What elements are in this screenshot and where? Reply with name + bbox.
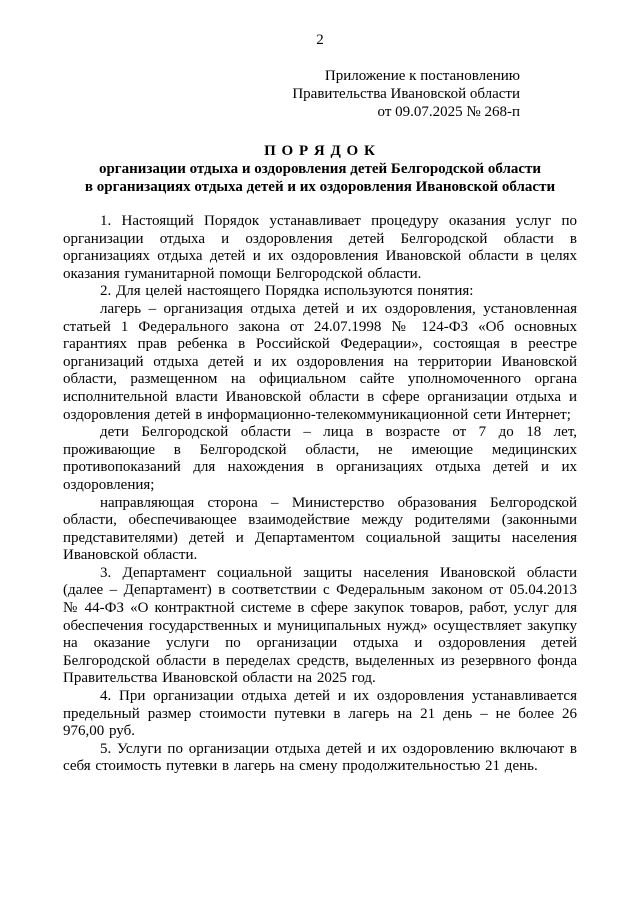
annex-line: Правительства Ивановской области <box>292 86 520 102</box>
paragraph: 4. При организации отдыха детей и их оздоровления устанавливается предельный размер стоимости путевки в лагерь на 21 день – не более 26 976,00 руб. <box>63 688 577 740</box>
paragraph: направляющая сторона – Министерство образования Белгородской области, обеспечивающее взаимодействие между родителями (законными представителями) детей и Департаментом социальной защиты населения Ивановской области. <box>63 494 577 564</box>
annex-line: Приложение к постановлению <box>324 68 520 84</box>
page-number: 2 <box>316 32 324 48</box>
paragraph: дети Белгородской области – лица в возрасте от 7 до 18 лет, проживающие в Белгородской области, не имеющие медицинских противопоказаний для нахождения в организациях отдыха детей и их оздоровления; <box>63 424 577 493</box>
document-body <box>63 213 577 776</box>
annex-line: от 09.07.2025 № 268-п <box>377 104 520 120</box>
title-caption: П О Р Я Д О К <box>264 143 376 159</box>
paragraph: 5. Услуги по организации отдыха детей и их оздоровлению включают в себя стоимость путевки в лагерь на смену продолжительностью 21 день. <box>63 740 577 775</box>
annex-reference-block <box>63 67 577 121</box>
paragraph: 1. Настоящий Порядок устанавливает процедуру оказания услуг по организации отдыха и оздоровления детей Белгородской области в организациях отдыха детей и их оздоровления Ивановской области в целях оказания гуманитарной помощи Белгородской области. <box>63 213 577 282</box>
paragraph: 3. Департамент социальной защиты населения Ивановской области (далее – Департамент) в соответствии с Федеральным законом от 05.04.2013 № 44-ФЗ «О контрактной системе в сфере закупок товаров, работ, услуг для обеспечения государственных и муниципальных нужд» осуществляет закупку на оказание услуги по организации отдыха и оздоровления детей Белгородской области в переделах средств, выделенных из резервного фонда Правительства Ивановской области на 2025 год. <box>63 564 577 687</box>
document-title <box>63 142 577 196</box>
paragraph: 2. Для целей настоящего Порядка используются понятия: <box>100 283 474 300</box>
paragraph: лагерь – организация отдыха детей и их оздоровления, установленная статьей 1 Федерального закона от 24.07.1998 № 124-ФЗ «Об основных гарантиях прав ребенка в Российской Федерации», состоящая в реестре организаций отдыха детей и их оздоровления на территории Ивановской области, размещенном на официальном сайте уполномоченного органа исполнительной власти Ивановской области в сфере организации отдыха и оздоровления детей в информационно-телекоммуникационной сети Интернет; <box>63 300 577 423</box>
title-subtitle-line: в организациях отдыха детей и их оздоровления Ивановской области <box>84 179 556 195</box>
title-subtitle-line: организации отдыха и оздоровления детей Белгородской области <box>98 161 542 177</box>
